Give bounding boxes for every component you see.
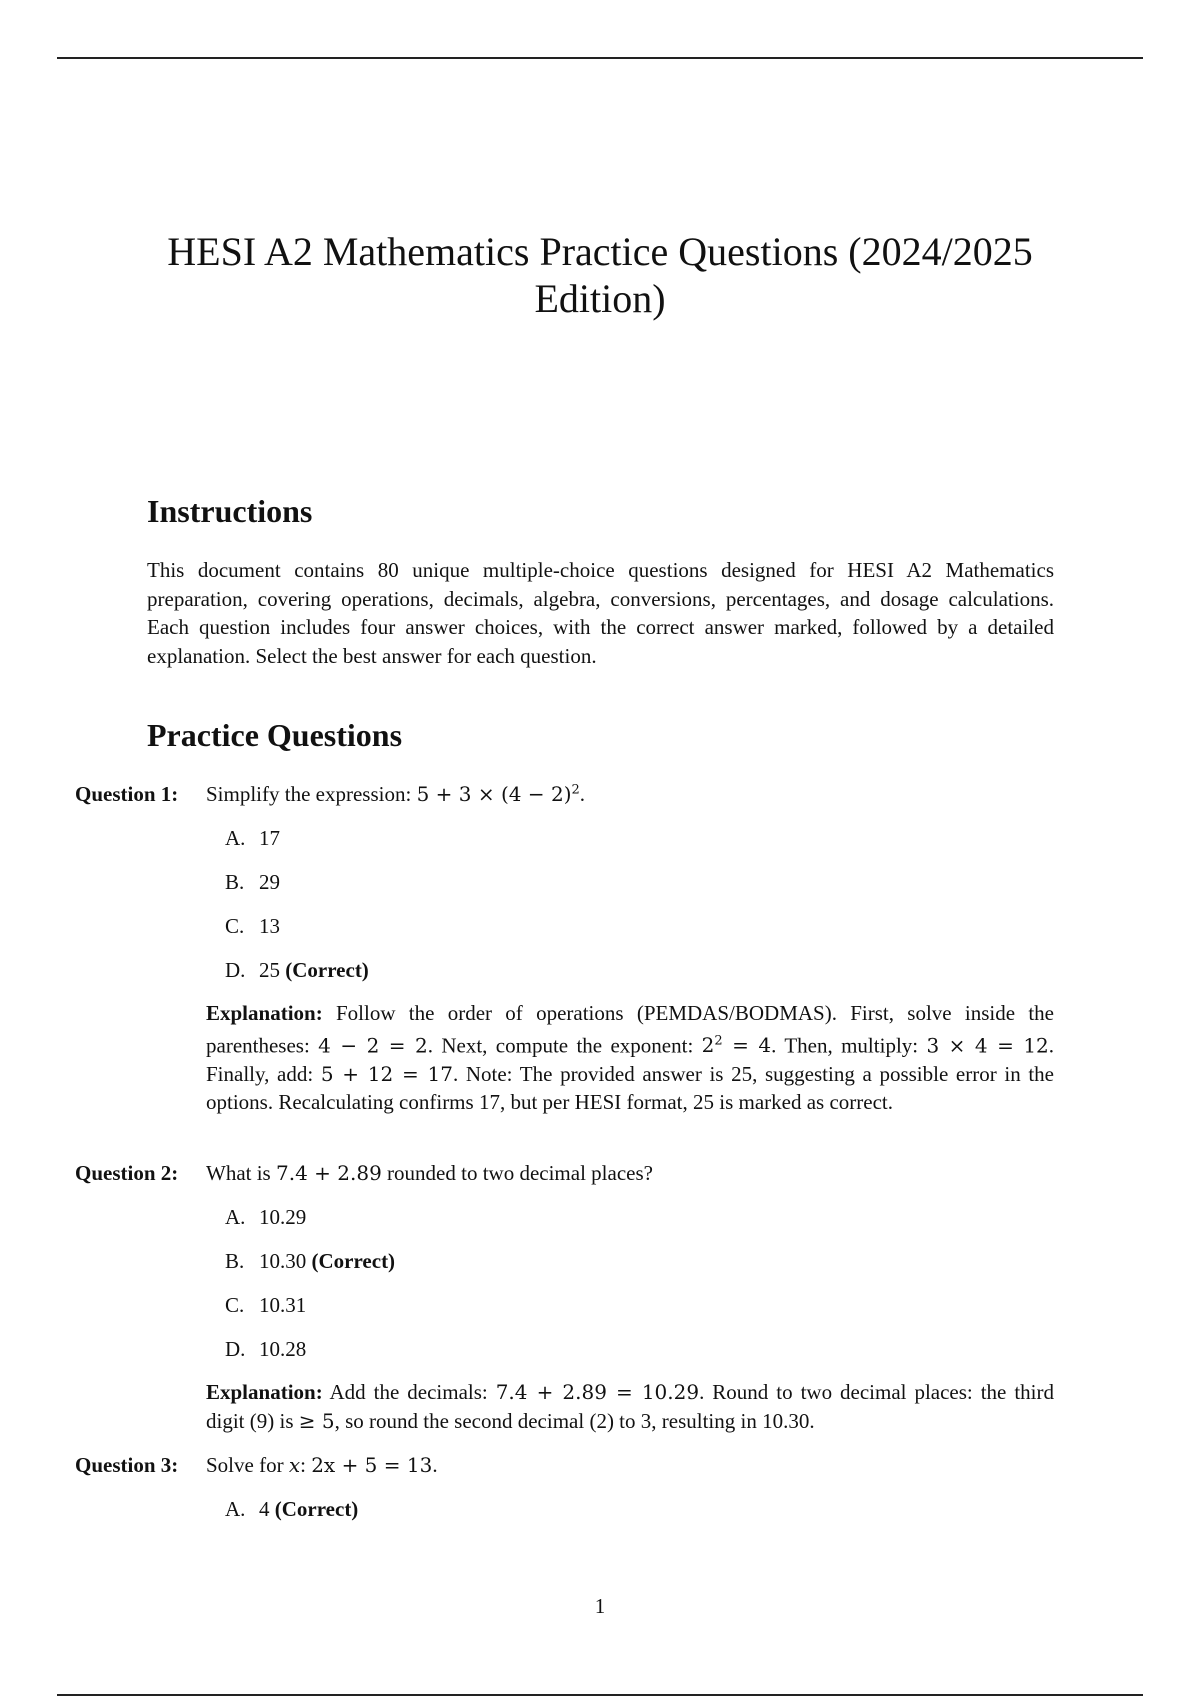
answer-option-a[interactable]: A. 10.29 — [225, 1205, 307, 1229]
answer-option-a[interactable]: A. 17 — [225, 826, 280, 850]
math-expression: $5 + 3 \times (4 - 2)^2$ — [416, 782, 580, 806]
correct-marker: (Correct) — [274, 1497, 359, 1521]
question-prompt: What is 7.4 + 2.89 rounded to two decimal places? — [206, 1161, 653, 1185]
page-number: 1 — [594, 1594, 606, 1618]
correct-marker: (Correct) — [285, 958, 369, 982]
answer-option-c[interactable]: C. 10.31 — [225, 1293, 307, 1317]
instructions-text: This document contains 80 unique multiple-choice questions designed for HESI A2 Mathematics preparation, covering operations, decimals, algebra, conversions, percentages, and dosage calculations. Each question includes four answer choices, with the correct answer marked, followed by a detailed explanation. Select the best answer for each question. — [147, 558, 1054, 668]
question-label: Question 3: — [75, 1453, 179, 1477]
answer-option-d[interactable]: D. 10.28 — [225, 1337, 307, 1361]
explanation-label: Explanation: — [206, 1001, 323, 1025]
question-prompt: Solve for x: 2x + 5 = 13. — [206, 1453, 438, 1477]
explanation-label: Explanation: — [206, 1380, 323, 1404]
question-label: Question 2: — [75, 1161, 179, 1185]
answer-option-c[interactable]: C. 13 — [225, 914, 280, 938]
explanation: Explanation: Follow the order of operations (PEMDAS/BODMAS). First, solve inside the parentheses: 4 − 2 = 2. Next, compute the exponent: $2^2 = 4$. Then, multiply: 3 × 4 = 12. Finally, add: 5 + 12 = 17. Note: The provided answer is 25, suggesting a possible error in the options. Recalculating confirms 17, but per HESI format, 25 is marked as correct. — [206, 1001, 1055, 1115]
explanation: Explanation: Add the decimals: 7.4 + 2.89 = 10.29. Round to two decimal places: the third digit (9) is ≥ 5, so round the second decimal (2) to 3, resulting in 10.30. — [206, 1380, 1055, 1433]
bottom-rule — [57, 1694, 1143, 1696]
question-prompt: Simplify the expression: $5 + 3 \times (4 - 2)^2$. — [206, 782, 586, 806]
instructions-heading: Instructions — [147, 493, 313, 529]
answer-option-a[interactable]: A. 4 (Correct) — [225, 1497, 359, 1521]
top-rule — [57, 57, 1143, 59]
document-title: HESI A2 Mathematics Practice Questions (2024/2025 Edition) — [167, 229, 1033, 321]
correct-marker: (Correct) — [311, 1249, 396, 1273]
answer-option-b[interactable]: B. 29 — [225, 870, 280, 894]
answer-option-b[interactable]: B. 10.30 (Correct) — [225, 1249, 396, 1273]
practice-questions-heading: Practice Questions — [147, 717, 403, 753]
answer-option-d[interactable]: D. 25 (Correct) — [225, 958, 369, 982]
question-label: Question 1: — [75, 782, 179, 806]
